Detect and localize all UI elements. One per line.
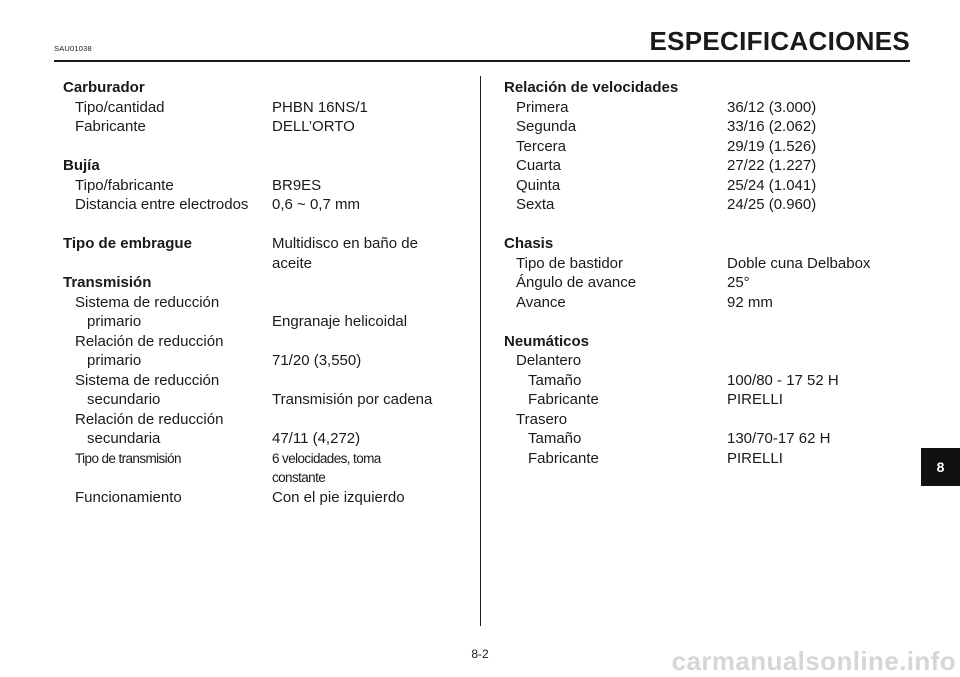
spec-row xyxy=(504,273,904,293)
spec-value: Multidisco en baño de xyxy=(272,235,418,252)
spec-row xyxy=(504,117,904,137)
spec-label: Tamaño xyxy=(528,430,582,447)
spec-row xyxy=(63,117,473,137)
spec-value: 6 velocidades, toma xyxy=(272,450,381,466)
spec-label: primario xyxy=(87,313,142,330)
spec-value: PHBN 16NS/1 xyxy=(272,98,368,116)
spec-value: 33/16 (2.062) xyxy=(727,118,817,135)
spec-value: 29/19 (1.526) xyxy=(727,137,817,155)
spec-row xyxy=(504,176,904,196)
document-code: SAU01038 xyxy=(54,44,92,53)
spec-label: Tipo de bastidor xyxy=(516,254,624,272)
spec-row xyxy=(63,468,473,488)
spec-value: DELL’ORTO xyxy=(272,118,355,135)
right-column xyxy=(504,78,904,468)
chapter-tab[interactable]: 8 xyxy=(921,448,960,486)
spec-row xyxy=(504,137,904,157)
spec-label: Relación de reducción xyxy=(75,332,224,350)
spec-row xyxy=(504,371,904,391)
section-heading-carburador: Carburador xyxy=(63,79,145,96)
spec-value: 24/25 (0.960) xyxy=(727,196,817,213)
spec-value: 36/12 (3.000) xyxy=(727,98,817,116)
spec-label: Ángulo de avance xyxy=(516,274,637,291)
spec-label: Sistema de reducción xyxy=(75,371,220,389)
spec-row xyxy=(504,429,904,449)
spec-row xyxy=(504,449,904,469)
page-number: 8-2 xyxy=(471,647,489,661)
spec-label: Distancia entre electrodos xyxy=(75,196,249,213)
spec-value: 0,6 ~ 0,7 mm xyxy=(272,196,360,213)
spec-label: Trasero xyxy=(516,410,568,428)
spec-label: Fabricante xyxy=(528,391,599,408)
section-heading-chasis: Chasis xyxy=(504,235,554,252)
spec-row xyxy=(63,449,473,469)
section-heading-embrague: Tipo de embrague xyxy=(63,235,192,252)
spec-row xyxy=(504,98,904,118)
watermark: carmanualsonline.info xyxy=(671,646,956,676)
spec-label: Tamaño xyxy=(528,371,582,389)
spec-label: Avance xyxy=(516,293,566,311)
spec-row xyxy=(63,234,473,254)
spec-label: secundario xyxy=(87,391,161,408)
spec-value: Doble cuna Delbabox xyxy=(727,254,871,272)
spec-label: Quinta xyxy=(516,176,561,194)
spec-label: secundaria xyxy=(87,430,161,447)
spec-label: Tipo/cantidad xyxy=(75,98,165,116)
spec-value: 25/24 (1.041) xyxy=(727,176,817,194)
spec-row xyxy=(63,176,473,196)
spec-label: Tipo de transmisión xyxy=(75,450,181,466)
spec-label: Fabricante xyxy=(75,118,146,135)
spec-row xyxy=(63,488,473,508)
page-title: ESPECIFICACIONES xyxy=(649,26,910,56)
column-divider xyxy=(480,76,481,626)
spec-label: Fabricante xyxy=(528,449,599,467)
section-heading-bujia: Bujía xyxy=(63,157,100,174)
spec-label: Sexta xyxy=(516,196,555,213)
spec-label: Sistema de reducción xyxy=(75,293,220,311)
spec-value: 100/80 - 17 52 H xyxy=(727,371,839,389)
spec-value: 71/20 (3,550) xyxy=(272,352,362,369)
spec-label: Relación de reducción xyxy=(75,410,224,428)
spec-row xyxy=(63,195,473,215)
spec-row xyxy=(63,98,473,118)
spec-value: PIRELLI xyxy=(727,449,783,467)
spec-label: Funcionamiento xyxy=(75,488,182,506)
section-heading-transmision: Transmisión xyxy=(63,274,152,291)
spec-row xyxy=(63,312,473,332)
left-column xyxy=(63,78,473,507)
spec-value: Con el pie izquierdo xyxy=(272,488,405,506)
spec-label: Cuarta xyxy=(516,157,562,174)
spec-row xyxy=(63,351,473,371)
spec-label: Delantero xyxy=(516,352,582,369)
section-heading-relacion-velocidades: Relación de velocidades xyxy=(504,79,679,96)
spec-value: constante xyxy=(272,470,326,485)
spec-row xyxy=(63,254,473,274)
spec-row xyxy=(504,293,904,313)
spec-value: 47/11 (4,272) xyxy=(272,430,361,447)
spec-value: Engranaje helicoidal xyxy=(272,313,408,330)
spec-label: primario xyxy=(87,352,142,369)
spec-value: BR9ES xyxy=(272,176,322,194)
header-rule xyxy=(54,60,910,62)
section-heading-neumaticos: Neumáticos xyxy=(504,332,590,350)
spec-row xyxy=(504,390,904,410)
spec-row xyxy=(504,156,904,176)
spec-value: 130/70-17 62 H xyxy=(727,430,831,447)
spec-label: Segunda xyxy=(516,118,577,135)
spec-value: 27/22 (1.227) xyxy=(727,157,817,174)
spec-row xyxy=(63,390,473,410)
spec-label: Primera xyxy=(516,98,569,116)
spec-label: Tipo/fabricante xyxy=(75,176,174,194)
spec-value: 92 mm xyxy=(727,293,773,311)
spec-row xyxy=(504,254,904,274)
spec-value: PIRELLI xyxy=(727,391,783,408)
spec-label: Tercera xyxy=(516,137,567,155)
spec-value: 25° xyxy=(727,274,750,291)
spec-value: Transmisión por cadena xyxy=(272,391,433,408)
spec-row xyxy=(504,195,904,215)
spec-row xyxy=(63,429,473,449)
spec-value: aceite xyxy=(272,254,313,272)
